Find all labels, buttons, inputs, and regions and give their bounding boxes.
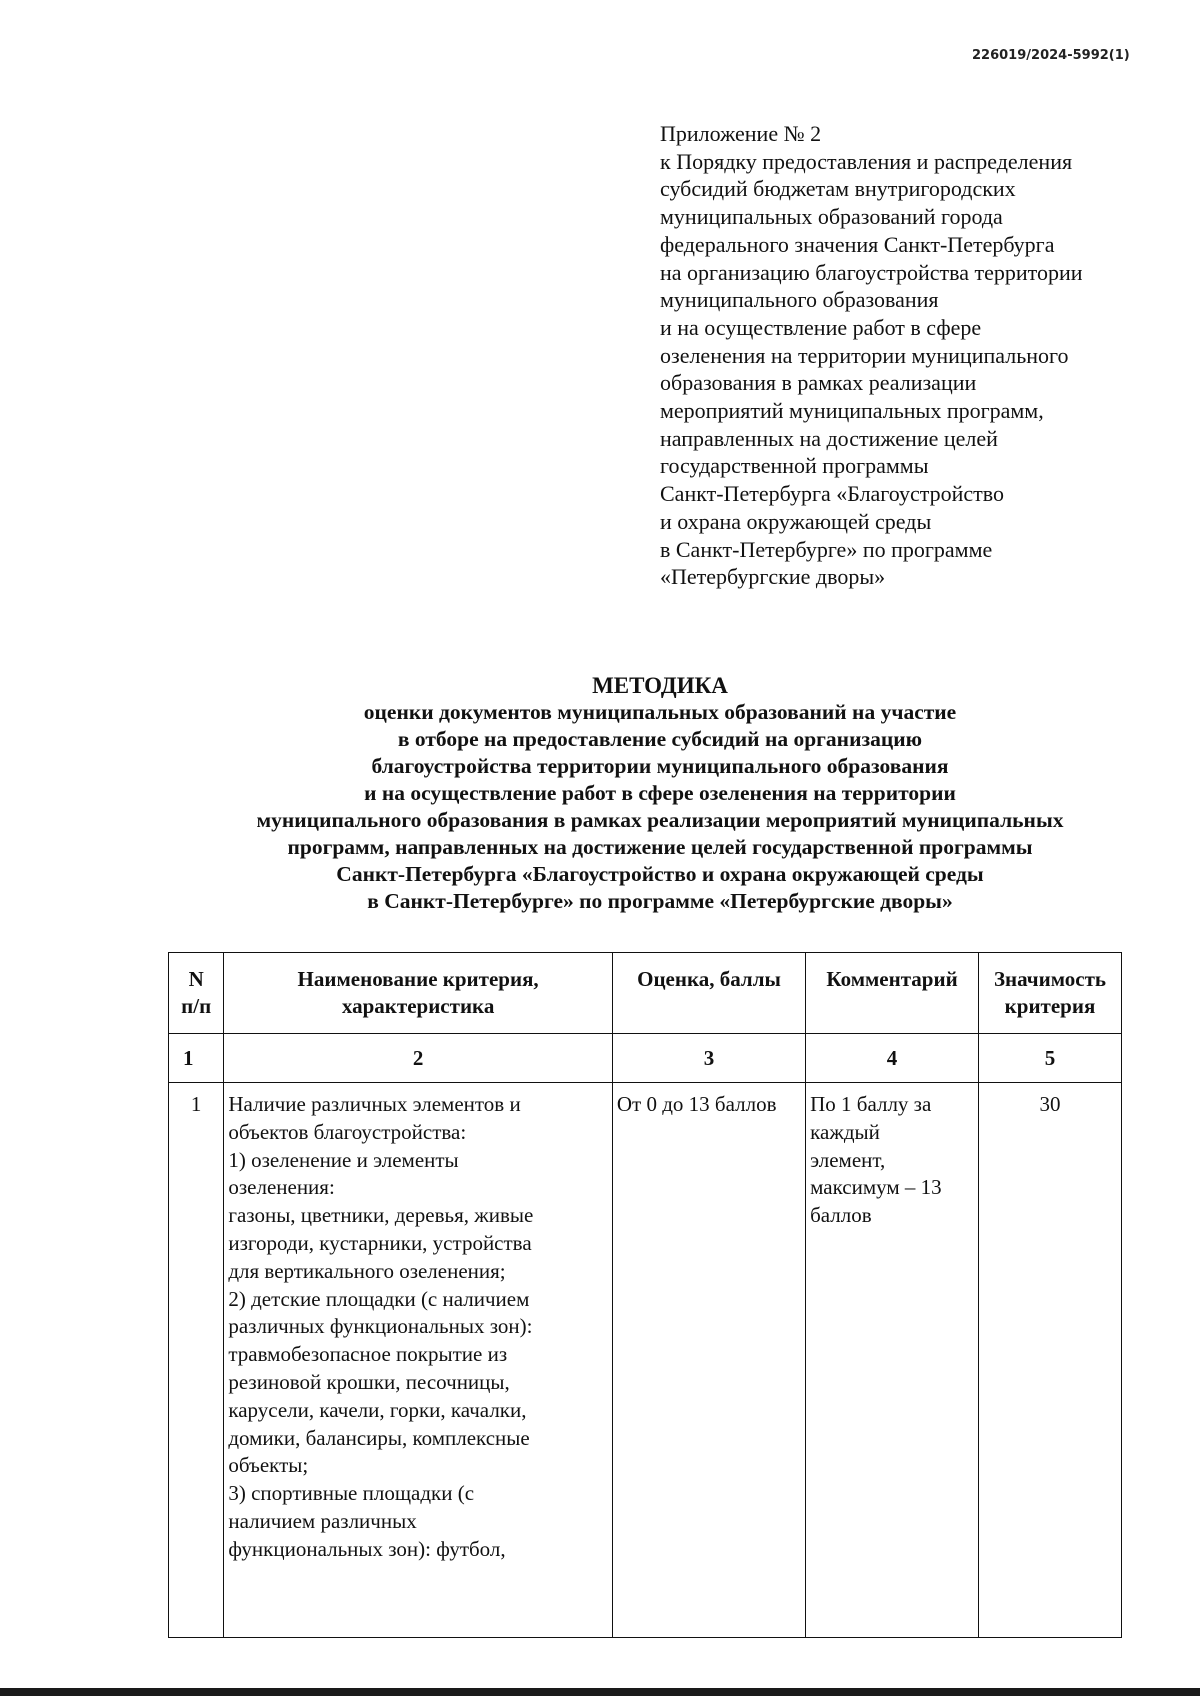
title-line: Санкт-Петербурга «Благоустройство и охрана окружающей среды [336, 862, 984, 886]
appendix-line: Приложение № 2 [660, 121, 822, 146]
appendix-line: федерального значения Санкт-Петербурга [660, 231, 1055, 257]
appendix-line: муниципальных образований города [660, 204, 1003, 230]
criterion-line: для вертикального озеленения; [228, 1258, 506, 1283]
criterion-line: наличием различных [228, 1508, 417, 1533]
title-subtitle [0, 699, 1200, 915]
criterion-line: 3) спортивные площадки (с [228, 1481, 475, 1506]
criterion-cell [224, 1083, 613, 1638]
column-number: 3 [612, 1034, 805, 1083]
header-number: N п/п [169, 953, 224, 1034]
document-id: 226019/2024-5992(1) [972, 48, 1130, 63]
title-line: благоустройства территории муниципального образования [371, 754, 949, 778]
title-line: в Санкт-Петербурге» по программе «Петербургские дворы» [367, 889, 953, 913]
appendix-line: направленных на достижение целей [660, 425, 998, 451]
criterion-line: 2) детские площадки (с наличием [228, 1286, 530, 1311]
criterion-line: объекты; [228, 1453, 309, 1478]
criterion-line: озеленения: [228, 1175, 335, 1200]
header-criterion: Наименование критерия, характеристика [224, 953, 613, 1034]
appendix-line: в Санкт-Петербурге» по программе [660, 536, 993, 562]
table-header-row [169, 953, 1122, 1034]
appendix-line: к Порядку предоставления и распределения [660, 148, 1073, 174]
column-number: 4 [806, 1034, 979, 1083]
appendix-line: субсидий бюджетам внутригородских [660, 176, 1016, 202]
title-line: программ, направленных на достижение целей государственной программы [287, 835, 1033, 859]
criterion-line: резиновой крошки, песочницы, [228, 1369, 510, 1394]
criterion-line: газоны, цветники, деревья, живые [228, 1203, 534, 1228]
table-row [169, 1083, 1122, 1638]
appendix-line: и на осуществление работ в сфере [660, 314, 982, 340]
header-comment: Комментарий [806, 953, 979, 1034]
header-score: Оценка, баллы [612, 953, 805, 1034]
appendix-line: озеленения на территории муниципального [660, 342, 1069, 368]
criterion-line: Наличие различных элементов и [228, 1092, 521, 1116]
criterion-line: травмобезопасное покрытие из [228, 1342, 508, 1367]
appendix-line: «Петербургские дворы» [660, 564, 886, 590]
comment-line: максимум – 13 [810, 1175, 942, 1200]
header-weight: Значимость критерия [979, 953, 1122, 1034]
column-number: 5 [979, 1034, 1122, 1083]
title-line: оценки документов муниципальных образований на участие [363, 700, 957, 724]
title-line: муниципального образования в рамках реализации мероприятий муниципальных [256, 808, 1064, 832]
criteria-table [168, 952, 1122, 1638]
criterion-line: карусели, качели, горки, качалки, [228, 1397, 527, 1422]
criterion-line: 1) озеленение и элементы [228, 1147, 459, 1172]
column-number: 1 [169, 1034, 224, 1083]
comment-cell [806, 1083, 979, 1638]
appendix-line: на организацию благоустройства территории [660, 259, 1083, 285]
column-number-row [169, 1034, 1122, 1083]
appendix-header [660, 120, 1083, 591]
title-main: МЕТОДИКА [592, 673, 728, 698]
title-line: и на осуществление работ в сфере озеленения на территории [364, 781, 956, 805]
appendix-line: государственной программы [660, 453, 929, 479]
criterion-line: объектов благоустройства: [228, 1119, 467, 1144]
title-line: в отборе на предоставление субсидий на организацию [397, 727, 923, 751]
criterion-line: функциональных зон): футбол, [228, 1536, 506, 1561]
appendix-line: и охрана окружающей среды [660, 508, 932, 534]
weight-cell: 30 [979, 1083, 1122, 1638]
appendix-line: образования в рамках реализации [660, 370, 977, 396]
scan-edge [0, 1688, 1200, 1696]
comment-line: элемент, [810, 1147, 886, 1172]
comment-line: баллов [810, 1203, 872, 1228]
comment-line: каждый [810, 1119, 880, 1144]
column-number: 2 [224, 1034, 613, 1083]
row-number: 1 [169, 1083, 224, 1638]
comment-line: По 1 баллу за [810, 1092, 932, 1116]
appendix-line: муниципального образования [660, 287, 939, 313]
criterion-line: изгороди, кустарники, устройства [228, 1230, 532, 1255]
criterion-line: различных функциональных зон): [228, 1314, 533, 1339]
appendix-line: Санкт-Петербурга «Благоустройство [660, 481, 1004, 507]
score-cell: От 0 до 13 баллов [612, 1083, 805, 1638]
appendix-line: мероприятий муниципальных программ, [660, 398, 1044, 424]
criterion-line: домики, балансиры, комплексные [228, 1425, 530, 1450]
document-title [0, 672, 1200, 915]
